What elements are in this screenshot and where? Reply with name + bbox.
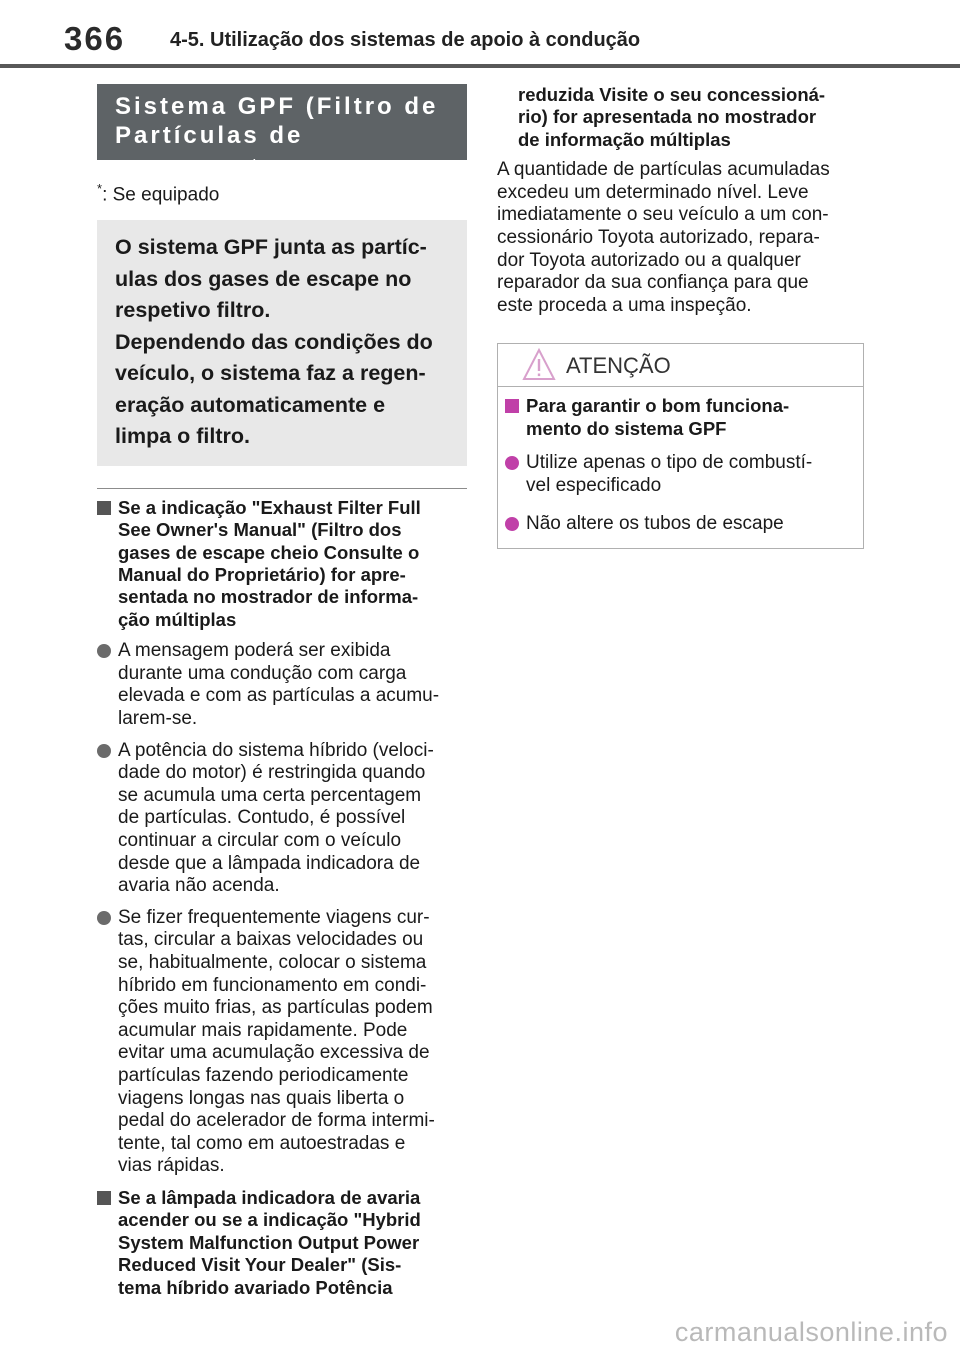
- bullet-line: viagens longas nas quais liberta o: [118, 1087, 405, 1109]
- bullet-line: Não altere os tubos de escape: [526, 513, 784, 535]
- heading-line: mento do sistema GPF: [526, 417, 727, 439]
- bullet-line: tente, tal como em autoestradas e: [118, 1132, 406, 1154]
- bullet-message-display: [97, 640, 467, 730]
- paragraph-line: A quantidade de partículas acumuladas: [497, 159, 830, 181]
- heading-malfunction-lamp: [97, 1187, 467, 1299]
- summary-line: limpa o filtro.: [115, 424, 250, 449]
- heading-line: Manual do Proprietário) for apre-: [118, 564, 406, 586]
- square-bullet-icon: [97, 1191, 111, 1205]
- bullet-short-trips: [97, 907, 467, 1178]
- summary-line: ulas dos gases de escape no: [115, 266, 412, 291]
- footnote-asterisk: *: [97, 181, 103, 196]
- heading-line: rio) for apresentada no mostrador: [518, 106, 817, 128]
- summary-line: veículo, o sistema faz a regen-: [115, 361, 426, 386]
- heading-line: Para garantir o bom funciona-: [526, 395, 790, 417]
- footnote-text: : Se equipado: [102, 184, 220, 206]
- paragraph-line: este proceda a uma inspeção.: [497, 294, 752, 316]
- warning-bullet-fuel: [505, 452, 851, 497]
- circle-bullet-icon: [97, 911, 111, 925]
- chapter-title: 4-5. Utilização dos sistemas de apoio à condução: [170, 29, 641, 51]
- bullet-line: híbrido em funcionamento em condi-: [118, 974, 427, 996]
- header-rule: [0, 64, 960, 68]
- square-bullet-icon: [505, 399, 519, 413]
- warning-box: [497, 343, 864, 549]
- warning-triangle-icon: [522, 348, 556, 382]
- heading-line: Se a indicação "Exhaust Filter Full: [118, 496, 421, 518]
- bullet-line: larem-se.: [118, 708, 198, 730]
- heading-line: ção múltiplas: [118, 608, 237, 630]
- left-column: [97, 84, 467, 1299]
- heading-line: Reduced Visit Your Dealer" (Sis-: [118, 1254, 402, 1276]
- bullet-line: evitar uma acumulação excessiva de: [118, 1042, 430, 1064]
- circle-bullet-icon: [505, 517, 519, 531]
- summary-line: O sistema GPF junta as partíc-: [115, 235, 427, 260]
- paragraph-line: excedeu um determinado nível. Leve: [497, 181, 809, 203]
- footnote: [97, 178, 467, 206]
- warning-title: ATENÇÃO: [566, 353, 671, 379]
- paragraph-line: imediatamente o seu veículo a um con-: [497, 204, 829, 226]
- bullet-line: se, habitualmente, colocar o sistema: [118, 951, 427, 973]
- heading-line: See Owner's Manual" (Filtro dos: [118, 519, 402, 541]
- paragraph-line: dor Toyota autorizado ou a qualquer: [497, 249, 801, 271]
- bullet-line: A potência do sistema híbrido (veloci-: [118, 739, 434, 761]
- summary-line: Dependendo das condições do: [115, 329, 433, 354]
- bullet-line: vias rápidas.: [118, 1155, 225, 1177]
- heading-line: acender ou se a indicação "Hybrid: [118, 1209, 421, 1231]
- bullet-line: avaria não acenda.: [118, 875, 280, 897]
- section-title-asterisk: *: [251, 156, 258, 173]
- section-title: [97, 84, 467, 184]
- paragraph-line: cessionário Toyota autorizado, repara-: [497, 227, 820, 248]
- warning-body: [498, 387, 863, 548]
- circle-bullet-icon: [97, 644, 111, 658]
- right-column: [497, 84, 864, 549]
- warning-header: [498, 344, 863, 387]
- heading-malfunction-lamp-continued: [497, 84, 864, 151]
- heading-line: gases de escape cheio Consulte o: [118, 541, 420, 563]
- bullet-line: A mensagem poderá ser exibida: [118, 640, 391, 662]
- heading-line: sentada no mostrador de informa-: [118, 586, 419, 608]
- warning-bullet-exhaust: [505, 513, 851, 536]
- paragraph-line: reparador da sua confiança para que: [497, 272, 809, 294]
- section-title-line-2: Partículas de Gasolina): [115, 122, 304, 184]
- heading-line: Se a lâmpada indicadora de avaria: [118, 1186, 421, 1208]
- bullet-line: Utilize apenas o tipo de combustí-: [526, 452, 813, 474]
- bullet-power-restricted: [97, 740, 467, 898]
- bullet-line: tas, circular a baixas velocidades ou: [118, 929, 424, 951]
- section-divider: [97, 488, 467, 489]
- bullet-line: desde que a lâmpada indicadora de: [118, 852, 421, 874]
- heading-line: de informação múltiplas: [518, 128, 731, 150]
- bullet-line: durante uma condução com carga: [118, 662, 407, 684]
- summary-box: [97, 220, 467, 466]
- bullet-line: acumular mais rapidamente. Pode: [118, 1019, 408, 1041]
- heading-line: tema híbrido avariado Potência: [118, 1276, 393, 1298]
- summary-line: eração automaticamente e: [115, 392, 386, 417]
- bullet-line: se acumula uma certa percentagem: [118, 784, 422, 806]
- page-number: 366: [64, 20, 126, 57]
- bullet-line: de partículas. Contudo, é possível: [118, 807, 406, 829]
- heading-line: System Malfunction Output Power: [118, 1231, 420, 1253]
- circle-bullet-icon: [505, 456, 519, 470]
- warning-heading: [505, 395, 851, 440]
- bullet-line: pedal do acelerador de forma intermi-: [118, 1110, 435, 1132]
- bullet-line: vel especificado: [526, 474, 662, 496]
- heading-filter-full: [97, 497, 467, 631]
- bullet-line: Se fizer frequentemente viagens cur-: [118, 906, 430, 928]
- bullet-line: dade do motor) é restringida quando: [118, 762, 426, 784]
- circle-bullet-icon: [97, 744, 111, 758]
- bullet-line: continuar a circular com o veículo: [118, 830, 402, 852]
- heading-line: reduzida Visite o seu concessioná-: [518, 84, 826, 105]
- bullet-line: partículas fazendo periodicamente: [118, 1064, 409, 1086]
- watermark: carmanualsonline.info: [674, 1317, 948, 1347]
- bullet-line: elevada e com as partículas a acumu-: [118, 685, 440, 707]
- summary-line: respetivo filtro.: [115, 298, 271, 323]
- section-title-line-1: Sistema GPF (Filtro de: [115, 93, 439, 120]
- square-bullet-icon: [97, 501, 111, 515]
- inspection-paragraph: [497, 159, 864, 317]
- bullet-line: ções muito frias, as partículas podem: [118, 997, 433, 1019]
